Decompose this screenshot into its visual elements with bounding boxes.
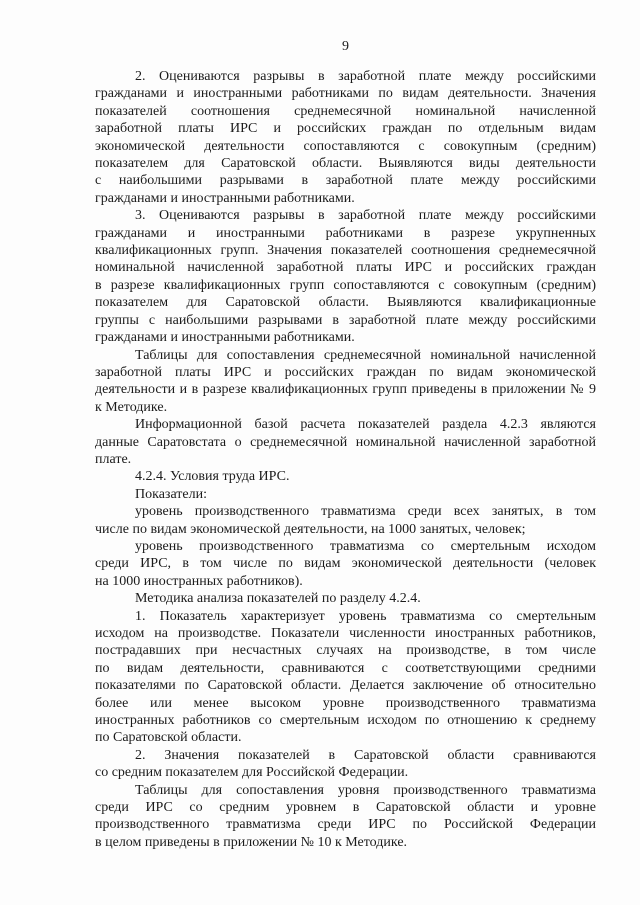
text-line: 1. Показатель характеризует уровень травматизма со смертельным (135, 608, 596, 624)
text-line: деятельности и в разрезе квалификационных групп приведены в приложении № 9 (95, 382, 596, 398)
text-line: Показатели: (135, 486, 207, 502)
text-line: показателей соотношения среднемесячной номинальной начисленной (95, 103, 596, 119)
text-line: к Методике. (95, 399, 168, 415)
document-body (95, 68, 596, 851)
text-line: гражданами и иностранными работниками по видам деятельности. Значения (95, 86, 596, 102)
paragraph-tables-appendix-10 (95, 782, 596, 852)
text-line: показателем для Саратовской области. Выявляются квалификационные (95, 295, 596, 311)
text-line: гражданами и иностранными работниками. (95, 190, 355, 206)
indicator-item-fatal-injury-irs (95, 538, 596, 590)
text-line: показателями по Саратовской области. Делается заключение об относительно (95, 678, 596, 694)
paragraph-item-3-wage-gaps-by-qualification (95, 207, 596, 346)
text-line: Информационной базой расчета показателей раздела 4.2.3 являются (135, 417, 596, 433)
text-line: экономической деятельности сопоставляются с совокупным (средним) (95, 138, 596, 154)
paragraph-item-1-fatal-injury (95, 608, 596, 747)
text-line: более или менее высоком уровне производственного травматизма (95, 695, 596, 711)
text-line: на 1000 иностранных работников). (95, 573, 303, 589)
text-line: заработной платы ИРС и российских граждан по отдельным видам (95, 121, 596, 137)
text-line: квалификационных групп. Значения показателей соотношения среднемесячной (95, 243, 596, 259)
text-line: 2. Значения показателей в Саратовской области сравниваются (135, 747, 596, 763)
text-line: среди ИРС, в том числе по видам экономической деятельности (человек (95, 556, 596, 572)
text-line: пострадавших при несчастных случаях на производстве, в том числе (95, 643, 596, 659)
text-line: иностранных работников со смертельным исходом по отношению к среднему (95, 713, 596, 729)
section-heading-4-2-4 (95, 468, 596, 485)
text-line: уровень производственного травматизма со смертельным исходом (135, 538, 596, 554)
text-line: плате. (95, 451, 132, 467)
methodology-heading (95, 590, 596, 607)
text-line: в целом приведены в приложении № 10 к Методике. (95, 834, 408, 850)
text-line: с наибольшими разрывами в заработной плате между российскими (95, 173, 596, 189)
paragraph-tables-appendix-9 (95, 347, 596, 417)
text-line: заработной платы ИРС и российских граждан по видам экономической (95, 364, 596, 380)
text-line: исходом на производстве. Показатели численности иностранных работников, (95, 626, 596, 641)
text-line: 2. Оцениваются разрывы в заработной плате между российскими (135, 69, 596, 84)
text-line: производственного травматизма среди ИРС по Российской Федерации (95, 817, 596, 833)
text-line: Таблицы для сопоставления среднемесячной номинальной начисленной (135, 347, 596, 363)
paragraph-item-2-wage-gaps-by-activity (95, 68, 596, 207)
text-line: уровень производственного травматизма среди всех занятых, в том (135, 504, 596, 520)
text-line: 3. Оцениваются разрывы в заработной плате между российскими (135, 208, 596, 224)
indicator-item-injury-all-employed (95, 503, 596, 538)
text-line: гражданами и иностранными работниками. (95, 330, 355, 346)
text-line: по видам деятельности, сравниваются с соответствующими средними (95, 660, 596, 676)
text-line: данные Саратовстата о среднемесячной номинальной начисленной заработной (95, 434, 596, 450)
text-line: числе по видам экономической деятельности, на 1000 занятых, человек; (95, 521, 526, 537)
indicators-label (95, 486, 596, 503)
text-line: гражданами и иностранными работниками в разрезе укрупненных (95, 225, 596, 241)
text-line: 4.2.4. Условия труда ИРС. (135, 469, 290, 485)
text-line: Таблицы для сопоставления уровня производственного травматизма (135, 782, 596, 798)
text-line: в разрезе квалификационных групп сопоставляются с совокупным (средним) (95, 277, 596, 293)
paragraph-information-base (95, 416, 596, 468)
paragraph-item-2-comparison-russian-federation (95, 747, 596, 782)
page-number: 9 (342, 39, 349, 54)
text-line: со средним показателем для Российской Федерации. (95, 765, 409, 781)
text-line: среди ИРС со средним уровнем в Саратовской области и уровне (95, 800, 596, 816)
text-line: номинальной начисленной заработной платы ИРС и российских граждан (95, 260, 596, 276)
text-line: Методика анализа показателей по разделу 4.2.4. (135, 591, 421, 607)
text-line: показателем для Саратовской области. Выявляются виды деятельности (95, 156, 596, 172)
text-line: группы с наибольшими разрывами в заработной плате между российскими (95, 312, 596, 328)
text-line: по Саратовской области. (95, 730, 242, 746)
